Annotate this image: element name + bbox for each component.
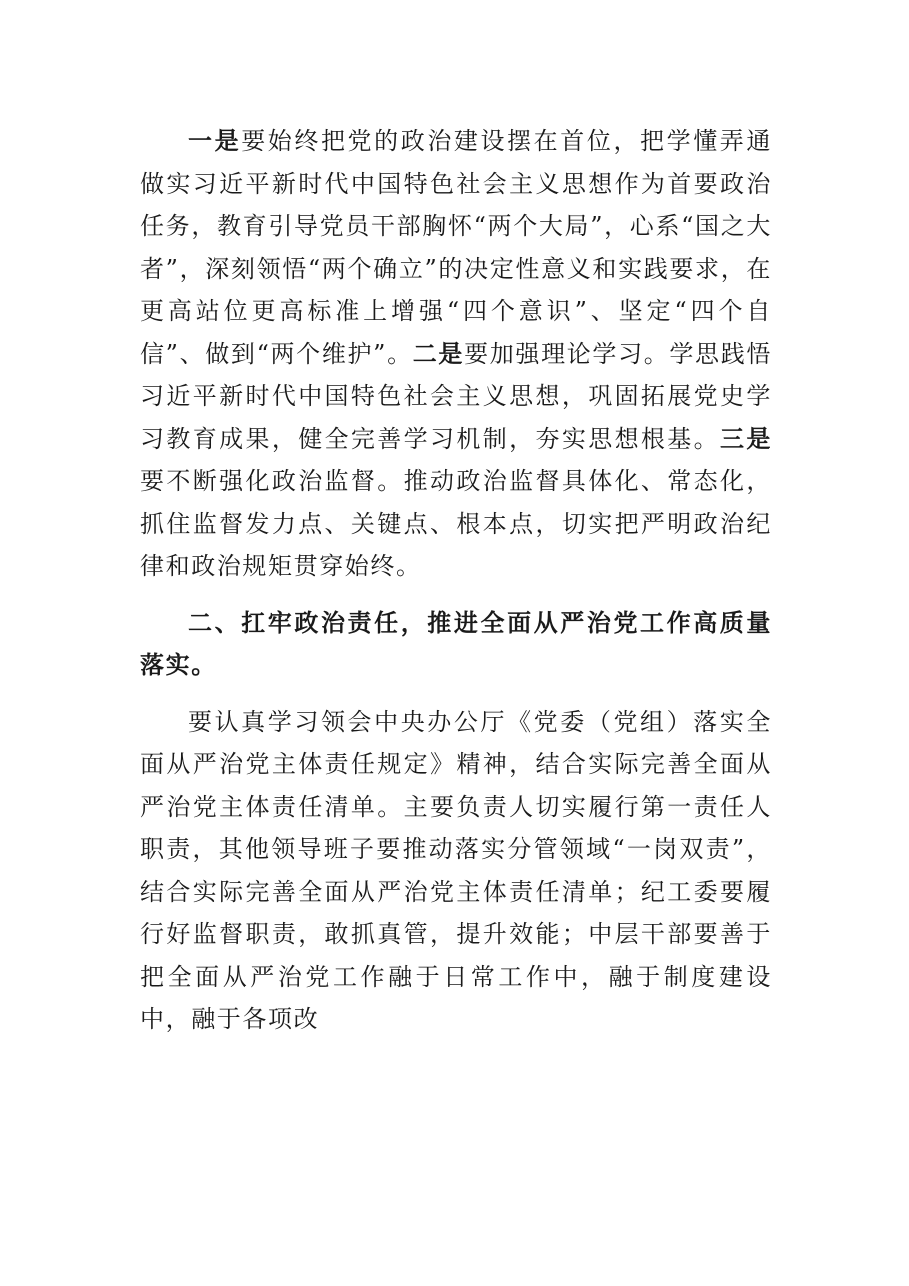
paragraph-text-second: 要加强理论学习。学思践悟习近平新时代中国特色社会主义思想，巩固拓展党史学习教育成果，健全完善学习机制，夯实思想根基。 — [140, 339, 772, 453]
document-page — [140, 120, 772, 1041]
paragraph-responsibilities — [140, 120, 772, 588]
lead-second: 二是 — [412, 339, 465, 368]
paragraph-text-first: 要始终把党的政治建设摆在首位，把学懂弄通做实习近平新时代中国特色社会主义思想作为首要政治任务，教育引导党员干部胸怀“两个大局”，心系“国之大者”，深刻领悟“两个确立”的决定性意义和实践要求，在更高站位更高标准上增强“四个意识”、坚定“四个自信”、做到“两个维护”。 — [140, 127, 773, 368]
paragraph-text-third: 要不断强化政治监督。推动政治监督具体化、常态化，抓住监督发力点、关键点、根本点，切实把严明政治纪律和政治规矩贯穿始终。 — [140, 467, 772, 580]
lead-third: 三是 — [720, 424, 772, 453]
section-heading-2: 二、扛牢政治责任，推进全面从严治党工作高质量落实。 — [140, 608, 772, 679]
paragraph-section-2: 要认真学习领会中央办公厅《党委（党组）落实全面从严治党主体责任规定》精神，结合实际完善全面从严治党主体责任清单。主要负责人切实履行第一责任人职责，其他领导班子要推动落实分管领域“一岗双责”，结合实际完善全面从严治党主体责任清单；纪工委要履行好监督职责，敢抓真管，提升效能；中层干部要善于把全面从严治党工作融于日常工作中，融于制度建设中，融于各项改 — [140, 707, 772, 1033]
lead-first: 一是 — [188, 127, 242, 155]
